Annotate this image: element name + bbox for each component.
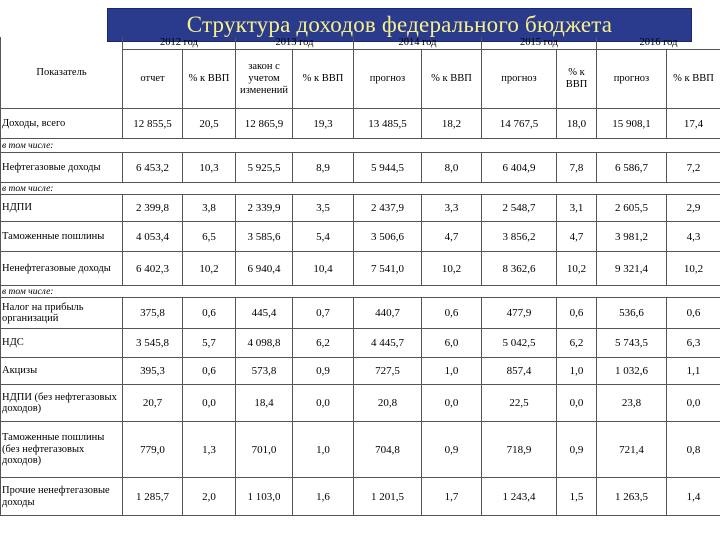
value-cell: 779,0 bbox=[123, 422, 183, 478]
value-cell: 0,6 bbox=[557, 298, 597, 329]
value-cell: 4 098,8 bbox=[236, 329, 293, 358]
value-cell: 5 042,5 bbox=[482, 329, 557, 358]
value-cell: 1,1 bbox=[667, 358, 720, 385]
year-header: 2015 год bbox=[482, 37, 597, 50]
table-row bbox=[1, 195, 720, 222]
value-cell: 0,0 bbox=[293, 385, 354, 422]
row-label: Доходы, всего bbox=[1, 109, 123, 139]
value-cell: 4 445,7 bbox=[354, 329, 422, 358]
value-cell: 18,0 bbox=[557, 109, 597, 139]
value-cell: 10,3 bbox=[183, 153, 236, 183]
table-row bbox=[1, 329, 720, 358]
row-label: Налог на прибыль организаций bbox=[1, 298, 123, 329]
sub-header: % к ВВП bbox=[667, 50, 720, 109]
value-cell: 4,3 bbox=[667, 222, 720, 252]
sub-header: % к ВВП bbox=[422, 50, 482, 109]
value-cell: 3,8 bbox=[183, 195, 236, 222]
value-cell: 704,8 bbox=[354, 422, 422, 478]
table-body bbox=[1, 109, 720, 516]
row-label: Таможенные пошлины (без нефтегазовых доходов) bbox=[1, 422, 123, 478]
sub-header: % к ВВП bbox=[183, 50, 236, 109]
value-cell: 23,8 bbox=[597, 385, 667, 422]
value-cell: 2,9 bbox=[667, 195, 720, 222]
value-cell: 10,2 bbox=[557, 252, 597, 286]
value-cell: 6,2 bbox=[293, 329, 354, 358]
value-cell: 12 865,9 bbox=[236, 109, 293, 139]
value-cell: 6 402,3 bbox=[123, 252, 183, 286]
value-cell: 18,2 bbox=[422, 109, 482, 139]
value-cell: 12 855,5 bbox=[123, 109, 183, 139]
value-cell: 2 605,5 bbox=[597, 195, 667, 222]
value-cell: 18,4 bbox=[236, 385, 293, 422]
value-cell: 395,3 bbox=[123, 358, 183, 385]
value-cell: 7 541,0 bbox=[354, 252, 422, 286]
value-cell: 536,6 bbox=[597, 298, 667, 329]
value-cell: 6,0 bbox=[422, 329, 482, 358]
value-cell: 3,5 bbox=[293, 195, 354, 222]
value-cell: 477,9 bbox=[482, 298, 557, 329]
value-cell: 4,7 bbox=[557, 222, 597, 252]
note-cell: в том числе: bbox=[1, 183, 720, 195]
value-cell: 0,9 bbox=[557, 422, 597, 478]
value-cell: 2 399,8 bbox=[123, 195, 183, 222]
row-label: Ненефтегазовые доходы bbox=[1, 252, 123, 286]
year-header: 2016 год bbox=[597, 37, 720, 50]
value-cell: 701,0 bbox=[236, 422, 293, 478]
value-cell: 721,4 bbox=[597, 422, 667, 478]
value-cell: 6,5 bbox=[183, 222, 236, 252]
value-cell: 10,2 bbox=[667, 252, 720, 286]
row-label: Таможенные пошлины bbox=[1, 222, 123, 252]
table-row bbox=[1, 385, 720, 422]
value-cell: 3,1 bbox=[557, 195, 597, 222]
value-cell: 2,0 bbox=[183, 478, 236, 516]
value-cell: 17,4 bbox=[667, 109, 720, 139]
value-cell: 6,3 bbox=[667, 329, 720, 358]
value-cell: 0,9 bbox=[422, 422, 482, 478]
value-cell: 2 339,9 bbox=[236, 195, 293, 222]
note-row bbox=[1, 286, 720, 298]
value-cell: 6 940,4 bbox=[236, 252, 293, 286]
value-cell: 3 585,6 bbox=[236, 222, 293, 252]
value-cell: 1 103,0 bbox=[236, 478, 293, 516]
value-cell: 1,0 bbox=[422, 358, 482, 385]
value-cell: 8,0 bbox=[422, 153, 482, 183]
budget-table bbox=[0, 37, 720, 516]
value-cell: 8 362,6 bbox=[482, 252, 557, 286]
sub-header: прогноз bbox=[597, 50, 667, 109]
value-cell: 0,9 bbox=[293, 358, 354, 385]
value-cell: 2 548,7 bbox=[482, 195, 557, 222]
value-cell: 0,6 bbox=[183, 358, 236, 385]
table-row bbox=[1, 153, 720, 183]
value-cell: 15 908,1 bbox=[597, 109, 667, 139]
year-header: 2012 год bbox=[123, 37, 236, 50]
year-header: 2014 год bbox=[354, 37, 482, 50]
row-label: Акцизы bbox=[1, 358, 123, 385]
table-row bbox=[1, 422, 720, 478]
value-cell: 375,8 bbox=[123, 298, 183, 329]
value-cell: 1,3 bbox=[183, 422, 236, 478]
row-label: НДПИ bbox=[1, 195, 123, 222]
value-cell: 6 404,9 bbox=[482, 153, 557, 183]
table-row bbox=[1, 358, 720, 385]
sub-header: прогноз bbox=[354, 50, 422, 109]
value-cell: 1,5 bbox=[557, 478, 597, 516]
value-cell: 5,4 bbox=[293, 222, 354, 252]
year-header: 2013 год bbox=[236, 37, 354, 50]
sub-header: прогноз bbox=[482, 50, 557, 109]
value-cell: 5,7 bbox=[183, 329, 236, 358]
value-cell: 0,0 bbox=[183, 385, 236, 422]
value-cell: 857,4 bbox=[482, 358, 557, 385]
value-cell: 0,0 bbox=[667, 385, 720, 422]
value-cell: 3 506,6 bbox=[354, 222, 422, 252]
page-title: Структура доходов федерального бюджета bbox=[107, 8, 692, 42]
sub-header: отчет bbox=[123, 50, 183, 109]
value-cell: 2 437,9 bbox=[354, 195, 422, 222]
value-cell: 20,7 bbox=[123, 385, 183, 422]
value-cell: 1,4 bbox=[667, 478, 720, 516]
note-row bbox=[1, 183, 720, 195]
value-cell: 1 263,5 bbox=[597, 478, 667, 516]
value-cell: 5 743,5 bbox=[597, 329, 667, 358]
value-cell: 20,8 bbox=[354, 385, 422, 422]
value-cell: 1,0 bbox=[557, 358, 597, 385]
value-cell: 14 767,5 bbox=[482, 109, 557, 139]
value-cell: 727,5 bbox=[354, 358, 422, 385]
table-row bbox=[1, 109, 720, 139]
sub-header: % к ВВП bbox=[293, 50, 354, 109]
value-cell: 6 453,2 bbox=[123, 153, 183, 183]
value-cell: 1,7 bbox=[422, 478, 482, 516]
sub-header: закон с учетом изменений bbox=[236, 50, 293, 109]
table-row bbox=[1, 252, 720, 286]
note-cell: в том числе: bbox=[1, 139, 720, 153]
value-cell: 6,2 bbox=[557, 329, 597, 358]
value-cell: 445,4 bbox=[236, 298, 293, 329]
table-row bbox=[1, 298, 720, 329]
value-cell: 9 321,4 bbox=[597, 252, 667, 286]
value-cell: 718,9 bbox=[482, 422, 557, 478]
value-cell: 0,6 bbox=[183, 298, 236, 329]
value-cell: 10,2 bbox=[422, 252, 482, 286]
value-cell: 10,4 bbox=[293, 252, 354, 286]
value-cell: 0,0 bbox=[422, 385, 482, 422]
value-cell: 0,8 bbox=[667, 422, 720, 478]
value-cell: 3 856,2 bbox=[482, 222, 557, 252]
value-cell: 1,6 bbox=[293, 478, 354, 516]
value-cell: 1 201,5 bbox=[354, 478, 422, 516]
indicator-header: Показатель bbox=[1, 37, 123, 109]
note-row bbox=[1, 139, 720, 153]
value-cell: 8,9 bbox=[293, 153, 354, 183]
value-cell: 10,2 bbox=[183, 252, 236, 286]
value-cell: 6 586,7 bbox=[597, 153, 667, 183]
value-cell: 0,0 bbox=[557, 385, 597, 422]
note-cell: в том числе: bbox=[1, 286, 720, 298]
value-cell: 3,3 bbox=[422, 195, 482, 222]
value-cell: 0,6 bbox=[667, 298, 720, 329]
value-cell: 3 981,2 bbox=[597, 222, 667, 252]
value-cell: 22,5 bbox=[482, 385, 557, 422]
value-cell: 19,3 bbox=[293, 109, 354, 139]
value-cell: 20,5 bbox=[183, 109, 236, 139]
value-cell: 3 545,8 bbox=[123, 329, 183, 358]
value-cell: 573,8 bbox=[236, 358, 293, 385]
value-cell: 13 485,5 bbox=[354, 109, 422, 139]
value-cell: 1 032,6 bbox=[597, 358, 667, 385]
value-cell: 1 243,4 bbox=[482, 478, 557, 516]
value-cell: 0,7 bbox=[293, 298, 354, 329]
table-row bbox=[1, 478, 720, 516]
sub-header: % к ВВП bbox=[557, 50, 597, 109]
row-label: НДС bbox=[1, 329, 123, 358]
value-cell: 5 925,5 bbox=[236, 153, 293, 183]
value-cell: 1 285,7 bbox=[123, 478, 183, 516]
table-row bbox=[1, 222, 720, 252]
value-cell: 7,8 bbox=[557, 153, 597, 183]
row-label: Прочие ненефтегазовые доходы bbox=[1, 478, 123, 516]
value-cell: 4 053,4 bbox=[123, 222, 183, 252]
value-cell: 440,7 bbox=[354, 298, 422, 329]
value-cell: 4,7 bbox=[422, 222, 482, 252]
value-cell: 1,0 bbox=[293, 422, 354, 478]
row-label: НДПИ (без нефтегазовых доходов) bbox=[1, 385, 123, 422]
value-cell: 0,6 bbox=[422, 298, 482, 329]
value-cell: 7,2 bbox=[667, 153, 720, 183]
row-label: Нефтегазовые доходы bbox=[1, 153, 123, 183]
value-cell: 5 944,5 bbox=[354, 153, 422, 183]
